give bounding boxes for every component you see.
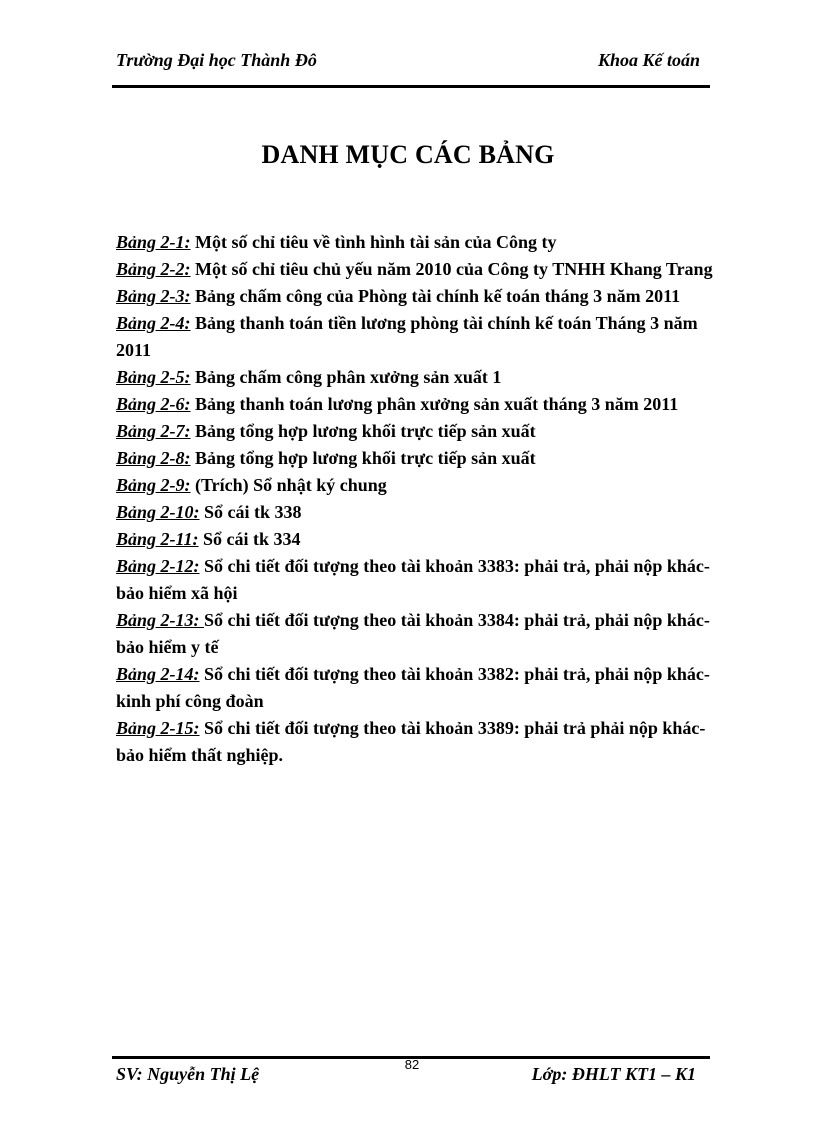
table-entry-text: Bảng tổng hợp lương khối trực tiếp sản xuất	[190, 421, 536, 441]
table-entry-text: Sổ chi tiết đối tượng theo tài khoản 3389: phải trả phải nộp khác- bảo hiểm thất nghiệp.	[116, 718, 706, 765]
table-entry-text: Sổ chi tiết đối tượng theo tài khoản 3384: phải trả, phải nộp khác- bảo hiểm y tế	[116, 610, 710, 657]
table-entry-label: Bảng 2-7:	[116, 421, 191, 441]
class-name: Lớp: ĐHLT KT1 – K1	[531, 1064, 696, 1084]
table-entry-text: Sổ cái tk 334	[198, 529, 301, 549]
table-entry	[116, 283, 716, 310]
table-entry	[116, 364, 716, 391]
table-entry-text: Bảng thanh toán lương phân xưởng sản xuất tháng 3 năm 2011	[190, 394, 679, 414]
table-entry-text: Sổ chi tiết đối tượng theo tài khoản 3382: phải trả, phải nộp khác- kinh phí công đoàn	[116, 664, 710, 711]
table-entry-label: Bảng 2-4:	[116, 313, 191, 333]
table-entry-text: Bảng tổng hợp lương khối trực tiếp sản xuất	[190, 448, 536, 468]
table-entry-label: Bảng 2-9:	[116, 475, 191, 495]
table-entry-text: Sổ chi tiết đối tượng theo tài khoản 3383: phải trả, phải nộp khác- bảo hiểm xã hội	[116, 556, 710, 603]
page-title: DANH MỤC CÁC BẢNG	[261, 140, 555, 169]
table-entry-text: Một số chỉ tiêu về tình hình tài sản của Công ty	[190, 232, 557, 252]
table-entry-text: (Trích) Sổ nhật ký chung	[190, 475, 387, 495]
table-entry-label: Bảng 2-5:	[116, 367, 191, 387]
table-entry	[116, 256, 716, 283]
table-entry-label: Bảng 2-8:	[116, 448, 191, 468]
table-entry-text: Bảng chấm công phân xưởng sản xuất 1	[190, 367, 502, 387]
table-entry-label: Bảng 2-2:	[116, 259, 191, 279]
school-name: Trường Đại học Thành Đô	[116, 50, 317, 70]
table-list	[116, 229, 716, 769]
table-entry-label: Bảng 2-15:	[116, 718, 200, 738]
table-entry-label: Bảng 2-13:	[116, 610, 205, 630]
table-entry	[116, 445, 716, 472]
page-header	[116, 50, 710, 76]
page-footer	[116, 1064, 710, 1090]
page-number: 82	[404, 1057, 420, 1072]
table-entry	[116, 661, 716, 715]
table-entry	[116, 391, 716, 418]
table-entry	[116, 310, 716, 364]
table-entry-text: Bảng chấm công của Phòng tài chính kế toán tháng 3 năm 2011	[190, 286, 681, 306]
table-entry-label: Bảng 2-11:	[116, 529, 199, 549]
table-entry	[116, 229, 716, 256]
table-entry	[116, 553, 716, 607]
header-divider	[112, 85, 710, 88]
department-name: Khoa Kế toán	[597, 50, 700, 70]
table-entry	[116, 715, 716, 769]
table-entry-text: Bảng thanh toán tiền lương phòng tài chính kế toán Tháng 3 năm 2011	[116, 313, 698, 360]
table-entry-label: Bảng 2-6:	[116, 394, 191, 414]
table-entry	[116, 607, 716, 661]
table-entry	[116, 526, 716, 553]
student-name: SV: Nguyễn Thị Lệ	[116, 1064, 260, 1084]
table-entry-label: Bảng 2-14:	[116, 664, 200, 684]
table-entry	[116, 418, 716, 445]
table-entry-label: Bảng 2-12:	[116, 556, 200, 576]
table-entry-label: Bảng 2-1:	[116, 232, 191, 252]
table-entry	[116, 499, 716, 526]
table-entry	[116, 472, 716, 499]
table-entry-text: Sổ cái tk 338	[199, 502, 302, 522]
table-entry-label: Bảng 2-3:	[116, 286, 191, 306]
table-entry-text: Một số chỉ tiêu chủ yếu năm 2010 của Công ty TNHH Khang Trang	[190, 259, 713, 279]
table-entry-label: Bảng 2-10:	[116, 502, 200, 522]
